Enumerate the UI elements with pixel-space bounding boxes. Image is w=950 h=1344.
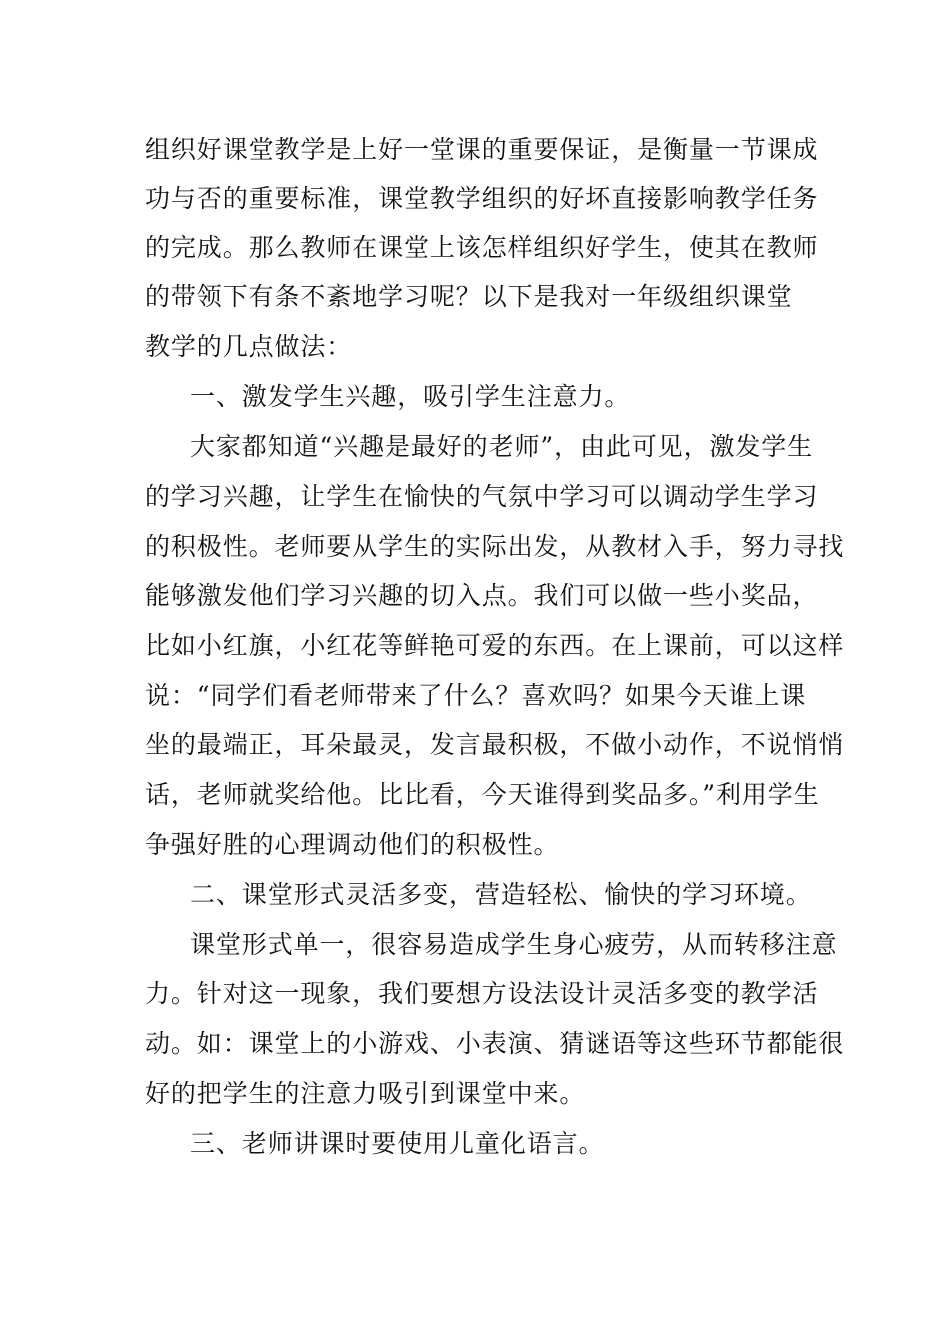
paragraph-format-line-1: 课堂形式单一，很容易造成学生身心疲劳，从而转移注意 (190, 930, 838, 959)
paragraph-interest-line-2: 的学习兴趣，让学生在愉快的气氛中学习可以调动学生学习 (145, 482, 819, 511)
paragraph-interest-line-7: 坐的最端正，耳朵最灵，发言最积极，不做小动作，不说悄悄 (145, 730, 845, 759)
paragraph-intro-line-2: 功与否的重要标准，课堂教学组织的好坏直接影响教学任务 (145, 184, 819, 213)
paragraph-interest-line-9: 争强好胜的心理调动他们的积极性。 (145, 830, 560, 859)
paragraph-interest-line-6: 说：“同学们看老师带来了什么？喜欢吗？如果今天谁上课 (145, 681, 807, 710)
paragraph-intro-line-4: 的带领下有条不紊地学习呢？以下是我对一年级组织课堂 (145, 282, 793, 311)
paragraph-interest-line-5: 比如小红旗，小红花等鲜艳可爱的东西。在上课前，可以这样 (145, 631, 845, 660)
paragraph-intro-line-1: 组织好课堂教学是上好一堂课的重要保证，是衡量一节课成 (145, 135, 819, 164)
paragraph-interest-line-4: 能够激发他们学习兴趣的切入点。我们可以做一些小奖品， (145, 581, 819, 610)
paragraph-intro-line-5: 教学的几点做法： (145, 332, 353, 361)
section-heading-1: 一、激发学生兴趣，吸引学生注意力。 (190, 382, 631, 411)
paragraph-format-line-2: 力。针对这一现象，我们要想方设法设计灵活多变的教学活 (145, 979, 819, 1008)
section-heading-3: 三、老师讲课时要使用儿童化语言。 (190, 1129, 605, 1158)
paragraph-interest-line-3: 的积极性。老师要从学生的实际出发，从教材入手，努力寻找 (145, 532, 845, 561)
paragraph-intro-line-3: 的完成。那么教师在课堂上该怎样组织好学生，使其在教师 (145, 233, 819, 262)
section-heading-2: 二、课堂形式灵活多变，营造轻松、愉快的学习环境。 (190, 880, 812, 909)
paragraph-format-line-4: 好的把学生的注意力吸引到课堂中来。 (145, 1079, 586, 1108)
paragraph-interest-line-8: 话，老师就奖给他。比比看，今天谁得到奖品多。”利用学生 (145, 780, 820, 809)
paragraph-format-line-3: 动。如：课堂上的小游戏、小表演、猜谜语等这些环节都能很 (145, 1029, 845, 1058)
paragraph-interest-line-1: 大家都知道“兴趣是最好的老师”，由此可见，激发学生 (190, 432, 814, 461)
